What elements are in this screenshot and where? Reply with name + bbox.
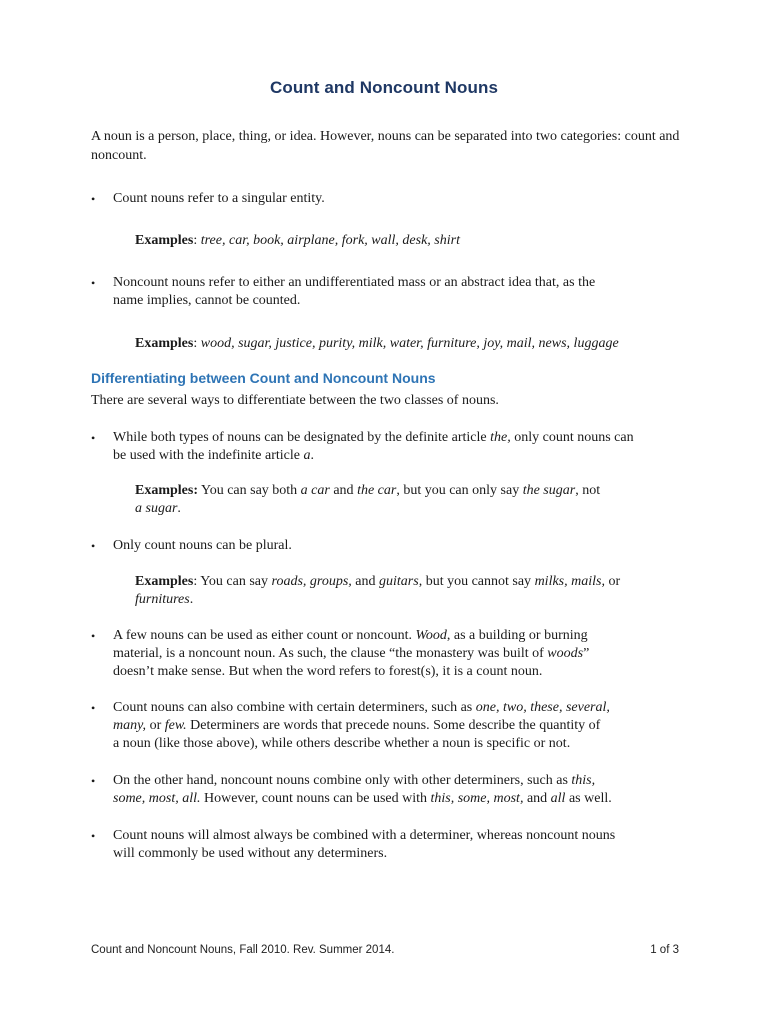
bullet-text: A few nouns can be used as either count or noncount. Wood, as a building or burning material, is a noncount noun. As such, the clause “the monastery was built of woods” doesn’t make sense. But when the word refers to forest(s), it is a count noun. [113,628,590,679]
bullet-text: While both types of nouns can be designated by the definite article the, only count nouns can be used with the indefinite article a. [113,430,634,463]
bullet-icon: • [91,774,96,788]
example-line: Examples: You can say roads, groups, and guitars, but you cannot say milks, mails, or furnitures. [135,574,621,607]
example-line: Examples: You can say both a car and the car, but you can only say the sugar, not a sugar. [135,483,601,516]
bullet-text: Count nouns will almost always be combined with a determiner, whereas noncount nouns will commonly be used without any determiners. [113,828,616,861]
example-line: Examples: wood, sugar, justice, purity, milk, water, furniture, joy, mail, news, luggage [135,336,619,351]
bullet-icon: • [91,192,96,206]
section-heading: Differentiating between Count and Noncount Nouns [91,370,436,386]
example-label: Examples [135,233,194,248]
bullet-text: Noncount nouns refer to either an undifferentiated mass or an abstract idea that, as the name implies, cannot be counted. [113,275,596,308]
example-label: Examples: [135,483,198,498]
bullet-icon: • [91,276,96,290]
bullet-icon: • [91,629,96,643]
page-title: Count and Noncount Nouns [269,78,499,97]
bullet-text: Count nouns can also combine with certain determiners, such as one, two, these, several, many, or few. Determiners are words that precede nouns. Some describe the quantity of a noun (like those above), while others describe whether a noun is specific or not. [113,700,610,751]
intro-paragraph: A noun is a person, place, thing, or idea. However, nouns can be separated into two categories: count and noncount. [91,129,680,163]
footer-title: Count and Noncount Nouns, Fall 2010. Rev. Summer 2014. [91,944,395,956]
bullet-icon: • [91,431,96,445]
example-words: tree, car, book, airplane, fork, wall, desk, shirt [200,233,460,248]
bullet-icon: • [91,701,96,715]
bullet-text: Count nouns refer to a singular entity. [113,191,325,206]
page-number: 1 of 3 [650,944,679,956]
example-label: Examples [135,574,194,589]
example-label: Examples [135,336,194,351]
example-words: wood, sugar, justice, purity, milk, water, furniture, joy, mail, news, luggage [200,336,619,351]
page-footer [91,944,679,956]
bullet-icon: • [91,829,96,843]
bullet-text: On the other hand, noncount nouns combine only with other determiners, such as this, some, most, all. However, count nouns can be used with this, some, most, and all as well. [113,773,612,806]
bullet-text: Only count nouns can be plural. [113,538,292,553]
bullet-icon: • [91,539,96,553]
section-intro: There are several ways to differentiate between the two classes of nouns. [91,393,499,408]
example-line: Examples: tree, car, book, airplane, fork, wall, desk, shirt [135,233,460,248]
